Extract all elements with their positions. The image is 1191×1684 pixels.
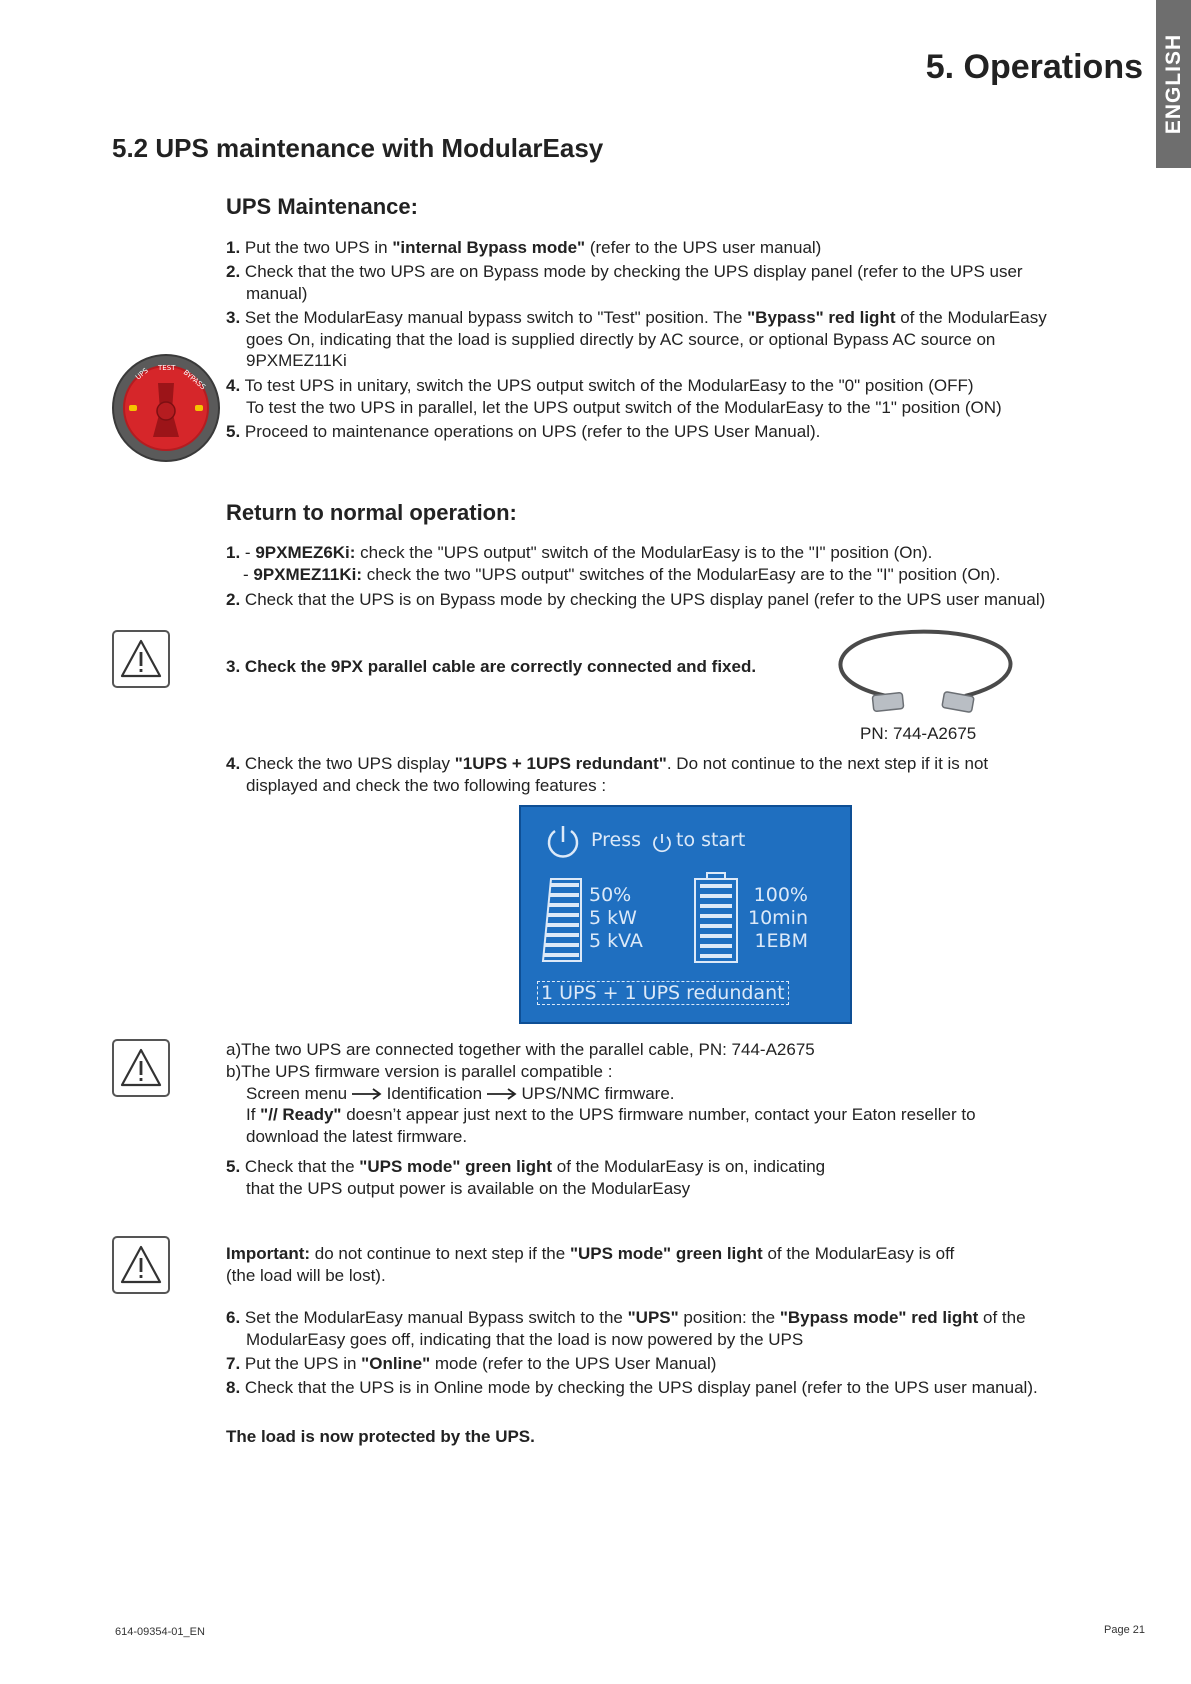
load-kva: 5 kVA: [589, 930, 643, 952]
return-step-6: 6. Set the ModularEasy manual Bypass switch to the "UPS" position: the "Bypass mode" red light of the ModularEasy goes off, indicating that the load is now powered by the UPS: [226, 1308, 1026, 1349]
return-heading: Return to normal operation:: [226, 500, 517, 525]
redundancy-status: 1 UPS + 1 UPS redundant: [537, 981, 789, 1005]
final-statement: The load is now protected by the UPS.: [226, 1427, 535, 1446]
small-power-icon: [651, 832, 673, 854]
maintenance-step-2: 2. Check that the two UPS are on Bypass mode by checking the UPS display panel (refer to the UPS user manual): [226, 262, 1023, 303]
battery-runtime: 10min: [747, 907, 808, 929]
document-id: 614-09354-01_EN: [115, 1626, 205, 1638]
return-step-4: 4. Check the two UPS display "1UPS + 1UPS redundant". Do not continue to the next step if it is not displayed and check the two following features :: [226, 754, 989, 795]
return-step-8: 8. Check that the UPS is in Online mode by checking the UPS display panel (refer to the UPS user manual).: [226, 1378, 1038, 1397]
language-tab: [1156, 0, 1191, 168]
cable-part-number: PN: 744-A2675: [860, 724, 977, 743]
parallel-cable-illustration: [825, 626, 1015, 718]
page-number: Page 21: [1104, 1624, 1145, 1636]
return-step-3: 3. Check the 9PX parallel cable are correctly connected and fixed.: [226, 657, 757, 676]
return-step-1: 1. - 9PXMEZ6Ki: check the "UPS output" switch of the ModularEasy is to the "I" position (On). - 9PXMEZ11Ki: check the two "UPS output" switches of the ModularEasy are to the "I" position (On).: [226, 543, 1001, 584]
warning-icon: [112, 1039, 170, 1097]
power-icon: [543, 822, 583, 862]
battery-ebm: 1EBM: [754, 930, 808, 952]
load-gauge-icon: [541, 877, 585, 963]
warning-icon: [112, 1236, 170, 1294]
screen-press-label: Press: [591, 829, 642, 851]
maintenance-step-3: 3. Set the ModularEasy manual bypass switch to "Test" position. The "Bypass" red light of the ModularEasy goes On, indicating that the load is supplied directly by AC source, or optional Bypass AC source on 9PXMEZ11Ki: [226, 308, 1047, 370]
section-title: 5.2 UPS maintenance with ModularEasy: [112, 133, 604, 163]
return-step-7: 7. Put the UPS in "Online" mode (refer to the UPS User Manual): [226, 1354, 717, 1373]
return-step-5: 5. Check that the "UPS mode" green light of the ModularEasy is on, indicating that the UPS output power is available on the ModularEasy: [226, 1157, 826, 1198]
chapter-title: 5. Operations: [925, 48, 1143, 86]
warning-icon: [112, 630, 170, 688]
language-tab-label: ENGLISH: [1161, 33, 1185, 135]
switch-label-test: TEST: [158, 364, 176, 372]
return-step-2: 2. Check that the UPS is on Bypass mode by checking the UPS display panel (refer to the UPS user manual): [226, 590, 1046, 609]
maintenance-step-4: 4. To test UPS in unitary, switch the UPS output switch of the ModularEasy to the "0" position (OFF) To test the two UPS in parallel, let the UPS output switch of the ModularEasy to the "1" position (ON): [226, 376, 1002, 417]
important-note: Important: do not continue to next step if the "UPS mode" green light of the ModularEasy is off (the load will be lost).: [226, 1244, 955, 1285]
maintenance-heading: UPS Maintenance:: [226, 194, 418, 219]
bypass-switch-illustration: [111, 353, 221, 463]
arrow-right-icon: [352, 1088, 382, 1100]
switch-label-ups: UPS: [134, 366, 150, 382]
switch-label-bypass: BYPASS: [181, 368, 207, 392]
load-percent: 50%: [589, 884, 632, 906]
check-feature-a: a)The two UPS are connected together with the parallel cable, PN: 744-A2675: [226, 1040, 815, 1059]
battery-percent: 100%: [753, 884, 808, 906]
load-kw: 5 kW: [589, 907, 637, 929]
check-feature-b: b)The UPS firmware version is parallel compatible : Screen menu Identification UPS/NMC firmware. If "// Ready" doesn’t appear just next to the UPS firmware number, contact your Eaton reseller to download the latest firmware.: [226, 1062, 976, 1146]
arrow-right-icon: [487, 1088, 517, 1100]
screen-start-label: to start: [676, 829, 746, 851]
maintenance-step-5: 5. Proceed to maintenance operations on UPS (refer to the UPS User Manual).: [226, 422, 821, 441]
ups-display-panel: [519, 805, 852, 1024]
battery-icon: [693, 872, 739, 964]
maintenance-step-1: 1. Put the two UPS in "internal Bypass mode" (refer to the UPS user manual): [226, 238, 822, 257]
